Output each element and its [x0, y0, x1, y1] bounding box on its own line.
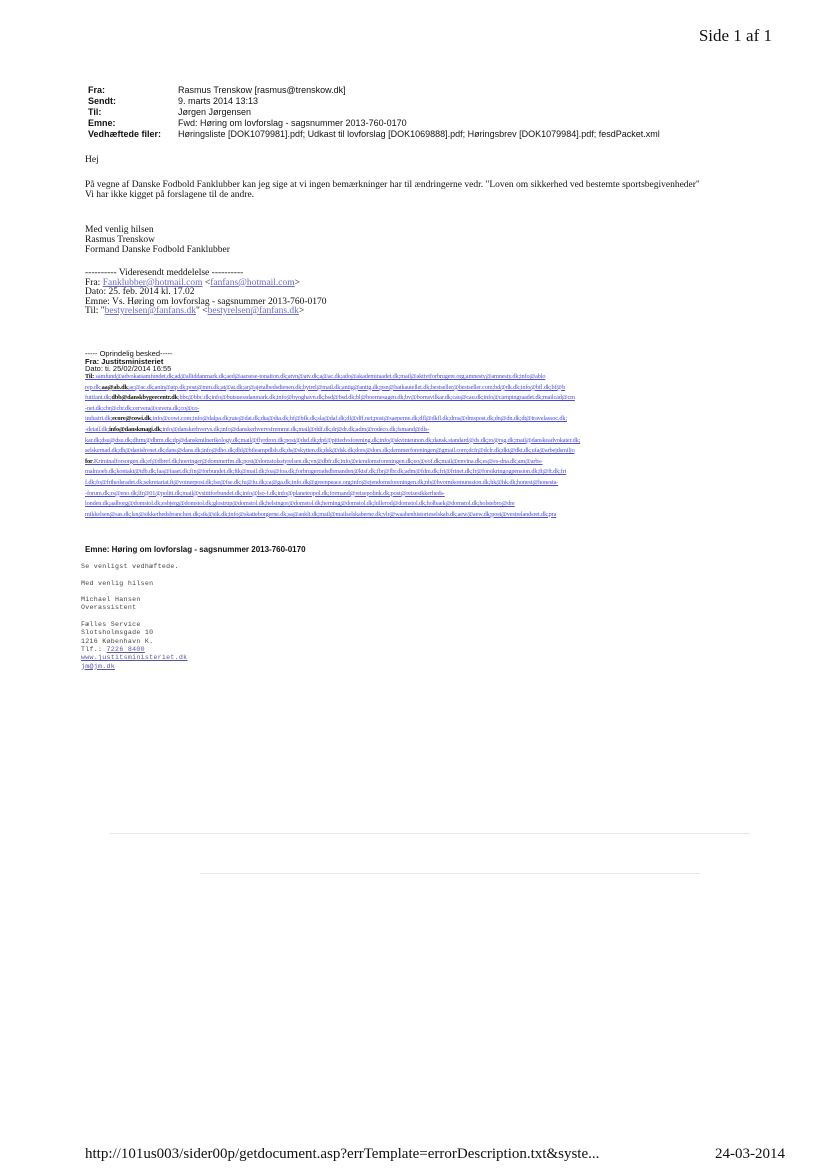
header-from: Fra: Rasmus Trenskow [rasmus@trenskow.dk]: [88, 85, 346, 95]
original-separator: ----- Oprindelig besked-----: [85, 349, 173, 358]
forwarded-to-name-link[interactable]: bestyrelsen@fanfans.dk: [104, 306, 196, 316]
recipient-highlight: for: [85, 457, 93, 465]
recipient-highlight: ecore@cowi.dk: [112, 415, 152, 423]
scan-artifact-line: [200, 873, 700, 874]
forwarded-from-name-link[interactable]: Fanklubber@hotmail.com: [102, 277, 203, 288]
signature-role: Formand Danske Fodbold Fanklubber: [85, 245, 230, 255]
ministry-sender-title: Overassistent: [81, 604, 137, 612]
forwarded-separator: ---------- Videresendt meddelelse ----------: [85, 268, 244, 278]
recipient-line[interactable]: for.Kriminalforsorgen.dk;ef@dbref.dk;hoeringer@dommerfm.dk;post@domstolsstyrelsen.dk;vn@dbfr.dk;info@eiendomsforeningen.dk;eo@eof.dk;mail@envina.dk;es@es-dna.dk;am@arbs-: [85, 457, 543, 465]
signature-closing: Med venlig hilsen: [85, 225, 154, 235]
forwarded-date: Dato: 25. feb. 2014 kl. 17.02: [85, 287, 195, 297]
body-line-2: Vi har ikke kigget på forslagene til de andre.: [85, 190, 255, 200]
ministry-web-link[interactable]: www.justitsministeriet.dk: [81, 654, 188, 662]
forwarded-to-email-link[interactable]: bestyrelsen@fanfans.dk: [207, 306, 299, 316]
original-subject: Emne: Høring om lovforslag - sagsnummer 2013-760-0170: [85, 545, 306, 554]
email-header: [88, 85, 660, 140]
original-from: Fra: Justitsministeriet: [85, 356, 164, 366]
forwarded-subject: Emne: Vs. Høring om lovforslag - sagsnummer 2013-760-0170: [85, 296, 327, 307]
original-message-header: [85, 350, 173, 373]
recipient-line[interactable]: f.dk;fo@frihedsradet.dk;sekretariat.ft@voinerpost.dk;fse@fse.dk;fu@fu.dk;ca@ga.dk;info.dk@greenpeace.org;info@ejendomsforeningen.dk;nb@hvormkomunssion.dk;hk@hk.dk;honest@honesta-: [85, 478, 559, 486]
ministry-sender-name: Michael Hansen: [81, 596, 141, 604]
recipient-list: [85, 372, 755, 520]
footer-date: 24-03-2014: [715, 1146, 785, 1162]
recipient-highlight: info@danskmagi.dk: [109, 425, 161, 433]
ministry-phone: Tlf.: 7226 8400: [81, 645, 145, 653]
til-label: Til:: [85, 373, 96, 380]
recipient-line[interactable]: industri.dk;ecore@cowi.dk;info@cowi.com;info@dalpa.dk;rate@dat.dk;dta@dta.dk;bf@bfk.dk;sla@daf.dk;df@dff.net;post@saeperne.dk;dfl@dkfl.dk;dms@dmspost.dk;dn@dn.dk;dt@travelassoc.dk;: [85, 415, 567, 423]
recipient-line[interactable]: -forum.dk;rs@eno.dk;lfr@01@politi.dk;mail@vsititforbundet.dk;info@lso-f.dk;info@planeteopol.dk;formand@reisepolink.dk;post@reisesikkerheds-: [85, 489, 445, 497]
signature-name: Rasmus Trenskow: [85, 235, 155, 245]
recipient-line[interactable]: selskernad.dk;dh@danishvnet.dk;dans@dans.dk;info@dho.dk;dhl@bileampdlsh.dk;ds@skytten.dk;dsk@dsk.dk;dors@dors.dk;demmerforeningen@gmail.com;dcfr@dcfr.dk;dkt@dkt.dk;ufa@arbejdsmiljo: [85, 447, 575, 455]
recipient-line[interactable]: -detail.dk;info@danskmagi.dk;info@danskerhvervs.dk;info@danskerhvervsfremme.dk;mail@ddf.dk;dr@dr.dk;adm@rodeco.dk;fsmand@dls-: [85, 425, 430, 433]
recipient-highlight: dbb@danskbygeecentr.dk: [111, 394, 178, 402]
ministry-address: Slotsholmsgade 10: [81, 629, 154, 637]
header-sent: Sendt: 9. marts 2014 13:13: [88, 96, 259, 106]
header-subject: Emne: Fwd: Høring om lovforslag - sagsnummer 2013-760-0170: [88, 118, 407, 128]
ministry-email-link[interactable]: jm@jm.dk: [81, 662, 116, 670]
recipient-line[interactable]: malmoeb.dk;kontakt@tdb.dk;faa@faaet.dk;fin@forbundet.dk;ftk@mail.dk;foa@foa.dk;forbrugerradsdbmanden@ktsf.dk;fbr@fbr.dk;adm@fdm.dk;fri@frinet.dk;fr@forsikringogpension.dk;ft@ft.dk;fri: [85, 468, 567, 476]
ministry-city: 1216 København K.: [81, 637, 154, 645]
recipient-line[interactable]: futifant.dk;dbb@danskbygeecentr.dk;bbc@bbc.dk;info@butsuessdanmark.dk;info@byoghavn.dk;bsd@bsd.dk;bl@boernesagen.dk;bv@bornsvilkar.dk;cau@cau.dk;info@campingraadet.dk;mailcad@cm: [85, 394, 575, 402]
recipient-line[interactable]: rep.dk;aa@ab.dk;ac@ac.dk;anin@atp.dk;post@mm.dk;at@at.dk;ar@ajetalbedsdienen.dk;bytrel@mail.dk;antig@antig.dk;psn@batkautellet.dk;bestseller@bestseller.com;bd@dk.dk;info@bfl.dk;bf@b: [85, 383, 566, 391]
recipient-line[interactable]: kar.dk;dsu@dsu.dk;dhrm@dhrm.dk;dp@danskmilnerikology.dk;mail@flyrdron.dk;post@dsd.dk;dpf@pittedvsforening.dk;info@skvinteunon.dk;dansk.standard@ds.dk;ro@rsg.dk;mail@danskeadvokater.dk;: [85, 436, 581, 444]
ministry-message: [81, 563, 187, 671]
ministry-closing: Med venlig hilsen: [81, 579, 154, 587]
phone-link[interactable]: 7226 8400: [106, 645, 145, 653]
forwarded-header: [85, 269, 327, 317]
ministry-line-1: Se venligst vedhæftede.: [81, 563, 179, 570]
body-line-1: På vegne af Danske Fodbold Fanklubber kan jeg sige at vi ingen bemærkninger har til ændringerne vedr. "Loven om sikkerhed ved bestemte sportsbegivenheder": [85, 180, 700, 190]
ministry-dept: Fælles Service: [81, 621, 141, 629]
forwarded-from-email-link[interactable]: fanfans@hotmail.com: [210, 277, 295, 288]
footer-url: http://101us003/sider00p/getdocument.asp?errTemplate=errorDescription.txt&syste...: [85, 1146, 600, 1162]
forwarded-from: Fra: Fanklubber@hotmail.com <fanfans@hotmail.com>: [85, 277, 301, 288]
recipient-line[interactable]: mikkelsen@sas.dk;lsn@sikkerhedsbranchen.dk;sik@sik.dk;info@skatteborgerne.dk;sa@anklt.dk;mail@mailselskaberne.dk;vlr@waabenhistorieselskab.dk;aew@aew.dk;post@vestrelandsret.dk;pra: [85, 510, 557, 518]
header-to: Til: Jørgen Jørgensen: [88, 107, 252, 117]
header-attachments: Vedhæftede filer: Høringsliste [DOK1079981].pdf; Udkast til lovforslag [DOK1069888].pdf; Høringsbrev [DOK1079984].pdf; fesdPacket.xml: [88, 129, 660, 139]
page-footer: [85, 1146, 785, 1163]
page-number: Side 1 af 1: [698, 26, 772, 45]
recipient-line[interactable]: Til: samfund@advokatsamfundet.dk;ad@alliddanmark.dk;aed@aarsese-tonation.dk;atvn@atv.dk;a@ac.dk;ado@akademiraadet.dk;mail@aktivtforbrugere.org;amnesty@amnesty.dk;info@ablo: [85, 373, 546, 380]
recipient-line[interactable]: londen.dk;aalborg@domstol.dk;esbjerg@domstol.dk;glostrup@domstol.dk;helsingor@domstol.dk;herning@domstol.dk;hillerod@domstol.dk;holbaek@domstol.dk;holstebro@dre: [85, 500, 515, 508]
forwarded-to: Til: "bestyrelsen@fanfans.dk" <bestyrelsen@fanfans.dk>: [85, 306, 305, 316]
scan-artifact-line: [110, 833, 750, 834]
greeting: Hej: [85, 155, 99, 165]
recipient-highlight: aa@ab.dk: [101, 383, 128, 391]
original-date: Dato: ti. 25/02/2014 16:55: [85, 364, 172, 373]
recipient-line[interactable]: -net.dk;cbr@cbr.dk;cervera@cevera.dk;co@co-: [85, 404, 200, 412]
